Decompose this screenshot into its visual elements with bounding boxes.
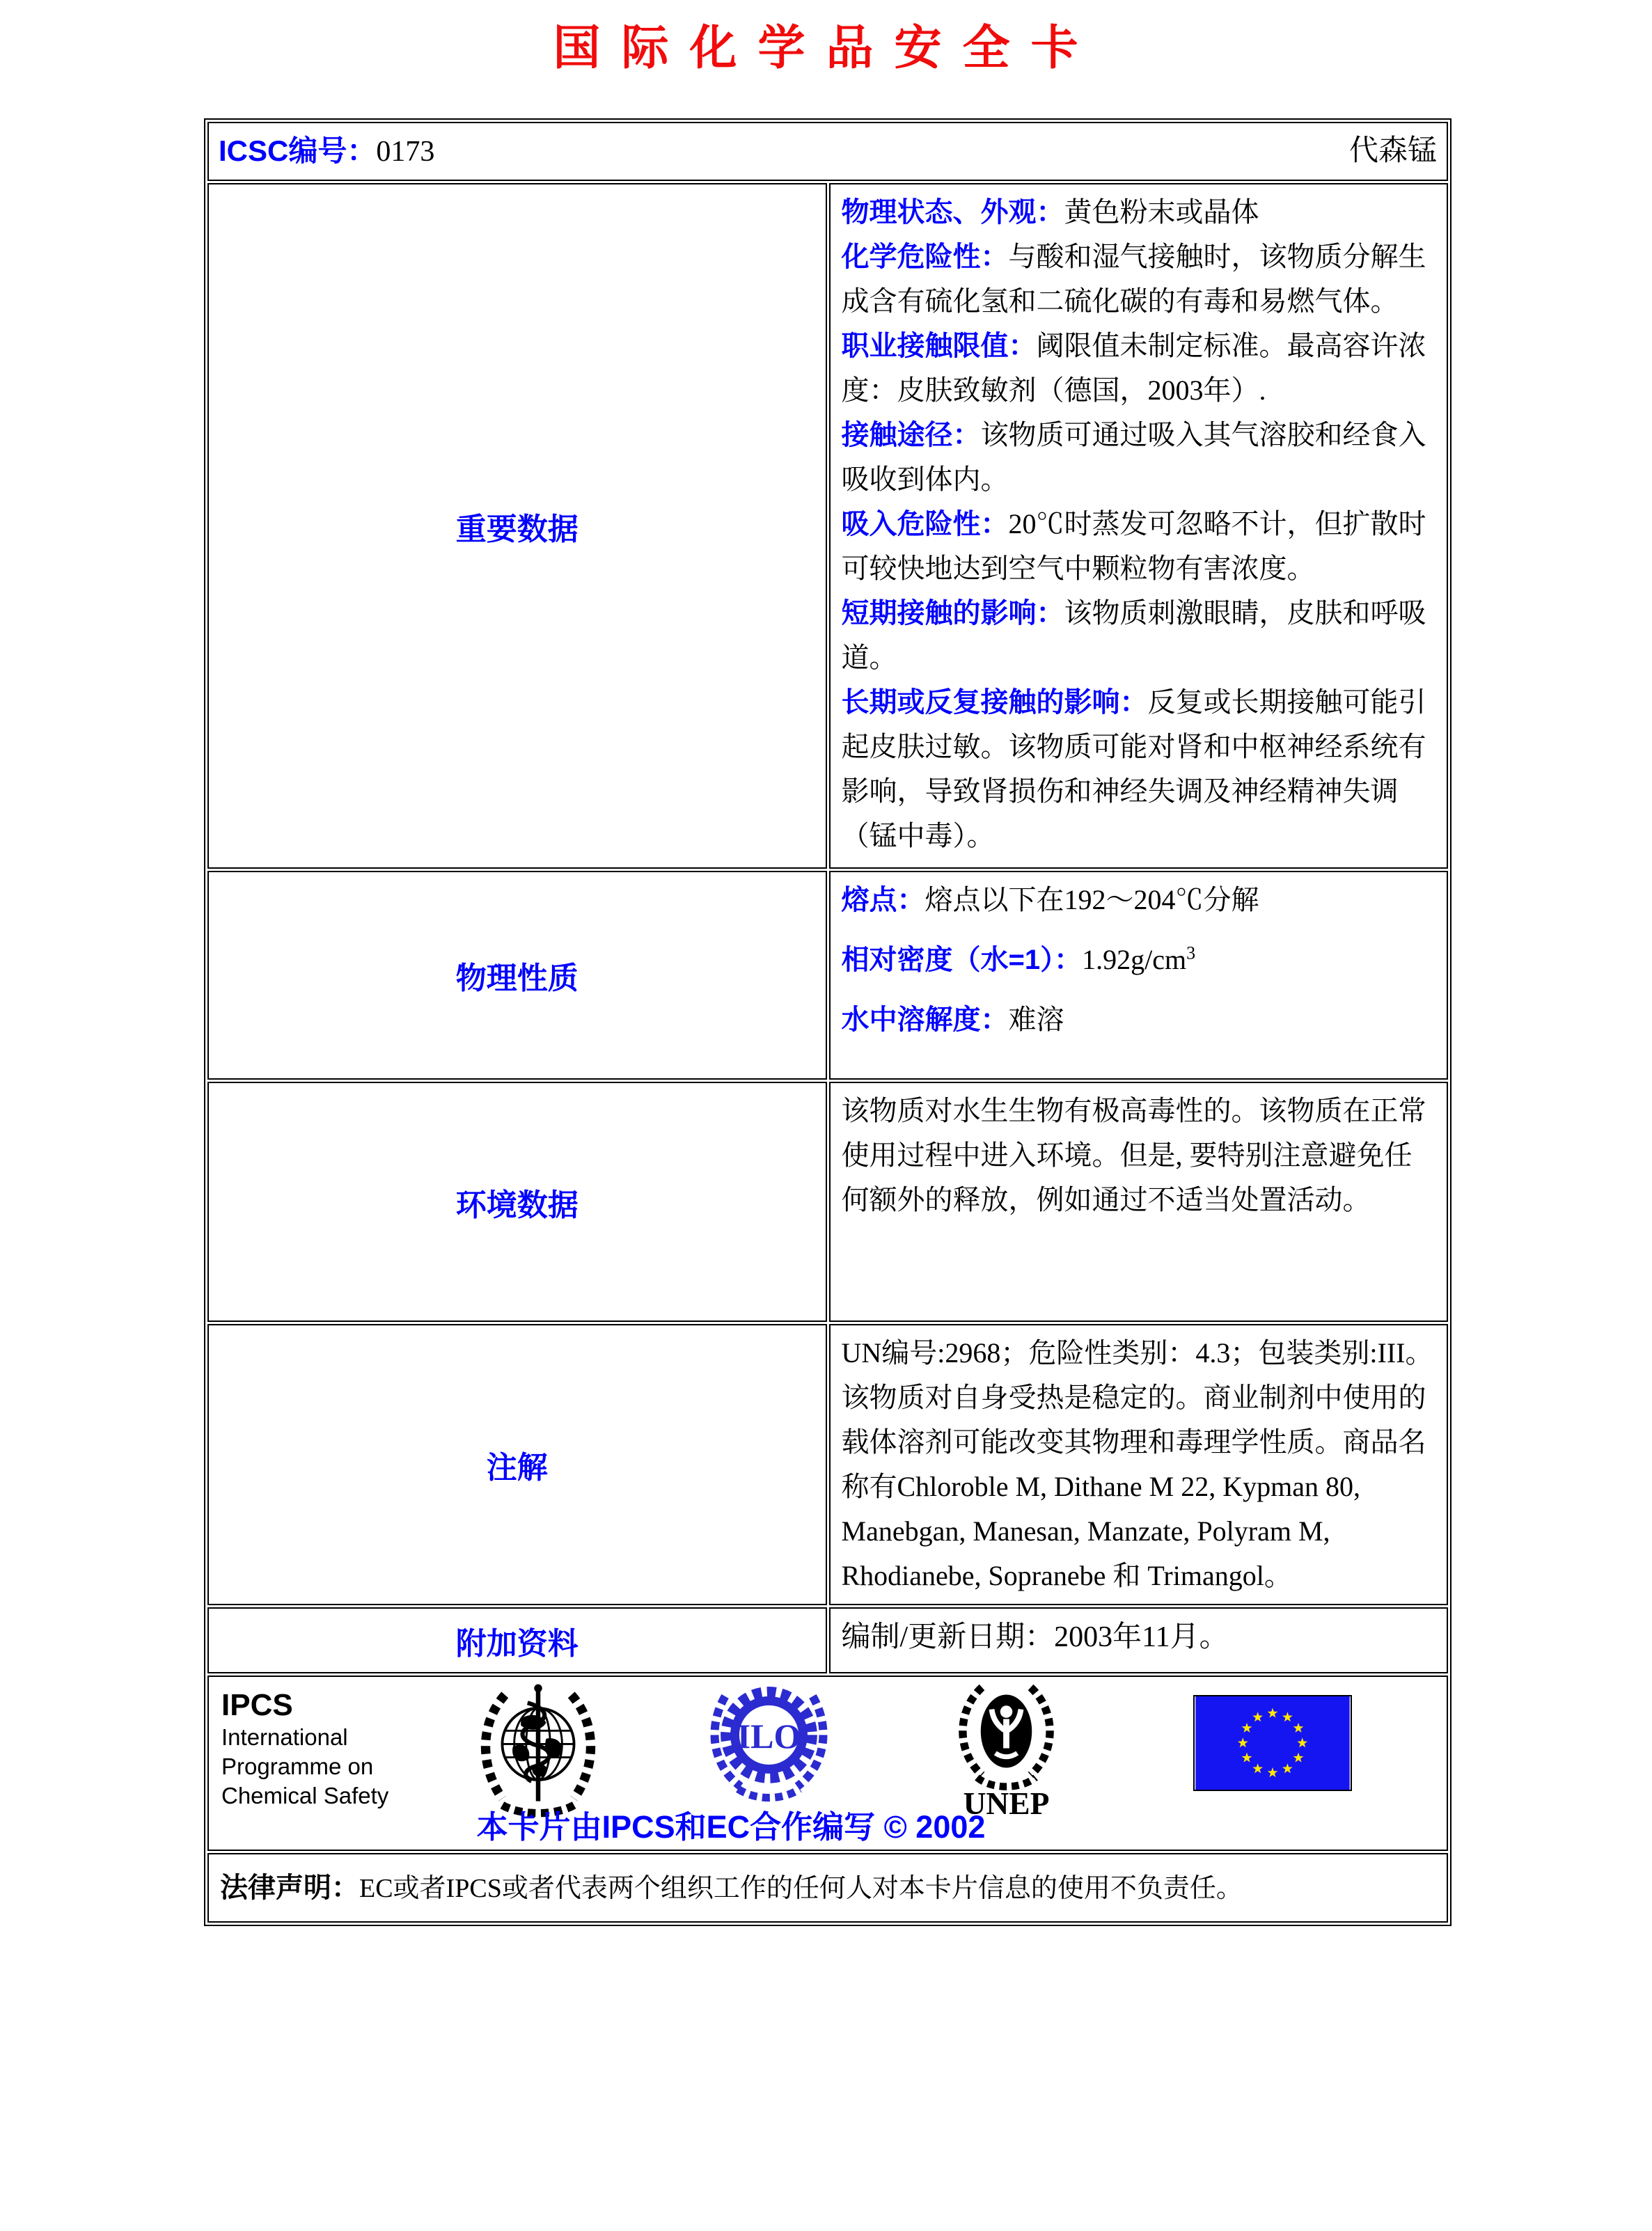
header-row	[207, 122, 1448, 181]
important-data-item: 接触途径：该物质可通过吸入其气溶胶和经食入吸收到体内。	[841, 419, 1426, 495]
legal-text: EC或者IPCS或者代表两个组织工作的任何人对本卡片信息的使用不负责任。	[359, 1873, 1243, 1903]
unep-logo-icon	[945, 1677, 1067, 1820]
section-label-important-data: 重要数据	[207, 183, 827, 869]
logos-row	[207, 1676, 1448, 1851]
water-solubility: 水中溶解度：难溶	[841, 1004, 1064, 1035]
density-superscript: 3	[1186, 943, 1196, 963]
legal-row	[207, 1853, 1448, 1923]
additional-info-row	[207, 1607, 1448, 1673]
ilo-logo-icon	[705, 1678, 833, 1807]
ipcs-name: IPCS	[221, 1688, 293, 1722]
unep-logo-text: UNEP	[963, 1785, 1050, 1820]
section-label-notes: 注解	[207, 1324, 827, 1605]
logos-cell	[207, 1676, 1448, 1851]
section-label-environmental-data: 环境数据	[207, 1082, 827, 1322]
physical-properties-row	[207, 871, 1448, 1080]
relative-density: 相对密度（水=1）：$1.92g/cm^3$	[841, 943, 1196, 975]
header-cell	[207, 122, 1448, 181]
credit-year: © 2002	[883, 1809, 986, 1845]
icsc-number-label: ICSC编号：	[219, 134, 377, 167]
icsc-number	[219, 130, 434, 173]
credit-line	[209, 1802, 1253, 1847]
icsc-card-table	[204, 118, 1452, 1926]
important-data-row	[207, 183, 1448, 869]
additional-info-content	[829, 1607, 1449, 1673]
legal-label: 法律声明：	[220, 1872, 359, 1903]
section-label-physical-properties: 物理性质	[207, 871, 827, 1080]
update-date: 编制/更新日期：2003年11月。	[841, 1621, 1229, 1653]
environmental-data-row	[207, 1082, 1448, 1322]
notes-content: UN编号:2968；危险性类别：4.3；包装类别:III。该物质对自身受热是稳定的。商业制剂中使用的载体溶剂可能改变其物理和毒理学性质。商品名称有Chloroble M, Dithane M 22, Kypman 80, Manebgan, Manesan, Manzate, Polyram M, Rhodianebe, Sopranebe 和 Trimangol。	[829, 1324, 1449, 1605]
who-logo-icon	[465, 1681, 611, 1820]
physical-properties-content	[829, 871, 1449, 1080]
important-data-item: 短期接触的影响：该物质刺激眼睛，皮肤和呼吸道。	[841, 597, 1426, 673]
important-data-item: 吸入危险性：20℃时蒸发可忽略不计，但扩散时可较快地达到空气中颗粒物有害浓度。	[841, 508, 1426, 584]
environmental-data-content: 该物质对水生生物有极高毒性的。该物质在正常使用过程中进入环境。但是, 要特别注意避免任何额外的释放，例如通过不适当处置活动。	[829, 1082, 1449, 1322]
important-data-item: 长期或反复接触的影响：反复或长期接触可能引起皮肤过敏。该物质可能对肾和中枢神经系统有影响，导致肾损伤和神经失调及神经精神失调（锰中毒）。	[841, 686, 1426, 851]
important-data-item: 职业接触限值：阈限值未制定标准。最高容许浓度：皮肤致敏剂（德国，2003年）.	[841, 330, 1426, 406]
credit-text: 本卡片由IPCS和EC合作编写	[476, 1809, 876, 1845]
icsc-number-value: 0173	[376, 136, 435, 168]
melting-point: 熔点：熔点以下在192～204℃分解	[841, 884, 1259, 915]
legal-cell	[207, 1853, 1448, 1923]
eu-flag-icon	[1193, 1695, 1352, 1791]
section-label-additional-info: 附加资料	[207, 1607, 827, 1673]
important-data-content	[829, 183, 1449, 869]
ilo-logo-text: ILO	[737, 1716, 801, 1756]
page-title: 国际化学品安全卡	[553, 22, 1099, 74]
important-data-item: 物理状态、外观：黄色粉末或晶体	[841, 196, 1259, 228]
chemical-name: 代森锰	[1348, 135, 1437, 167]
notes-row	[207, 1324, 1448, 1605]
important-data-item: 化学危险性：与酸和湿气接触时，该物质分解生成含有硫化氢和二硫化碳的有毒和易燃气体。	[841, 241, 1426, 317]
ipcs-text-block: IPCS International Programme on Chemical Safety	[221, 1688, 389, 1808]
